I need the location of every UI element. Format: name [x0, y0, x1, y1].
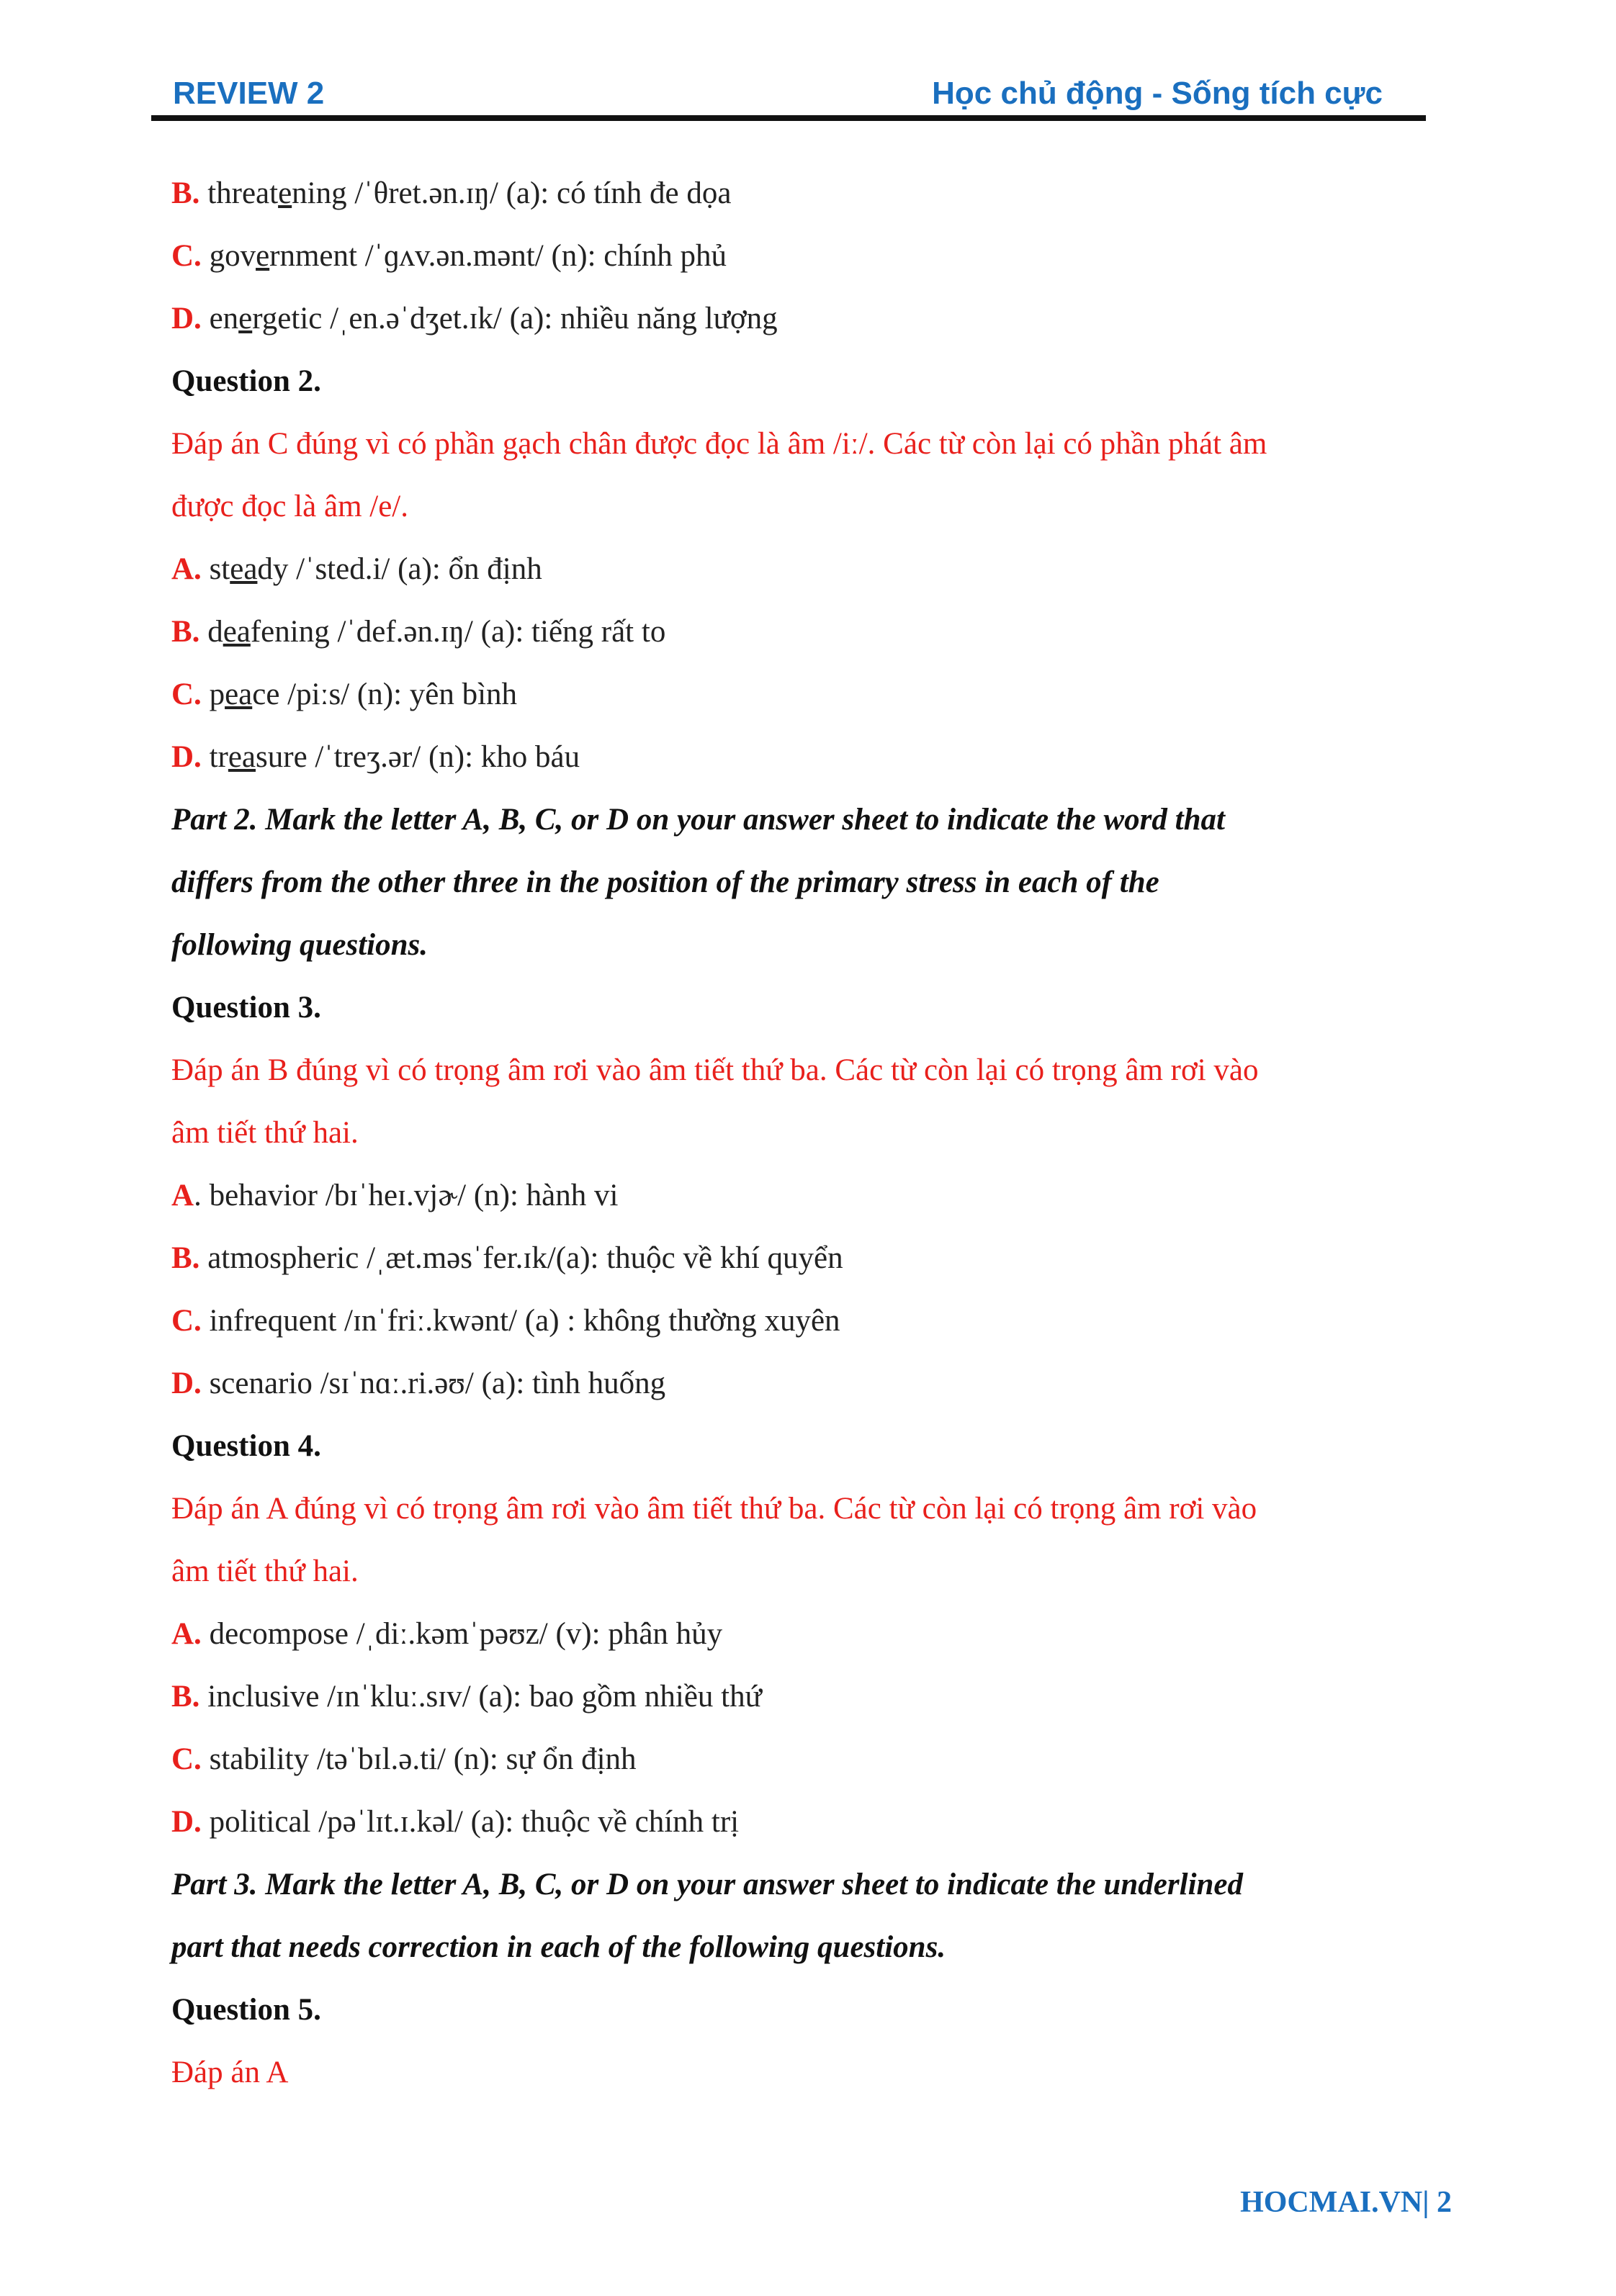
q2-option-c: C. peace /piːs/ (n): yên bình — [171, 677, 518, 711]
q1-option-d: D. energetic /ˌen.əˈdʒet.ɪk/ (a): nhiều năng lượng — [171, 302, 778, 336]
q3-explanation: Đáp án B đúng vì có trọng âm rơi vào âm tiết thứ ba. Các từ còn lại có trọng âm rơi vào — [171, 1053, 1259, 1087]
q3-explanation-cont: âm tiết thứ hai. — [171, 1116, 359, 1150]
q4-option-c: C. stability /təˈbɪl.ə.ti/ (n): sự ổn định — [171, 1742, 637, 1776]
question-5-title: Question 5. — [171, 1993, 321, 2027]
q4-option-d: D. political /pəˈlɪt.ɪ.kəl/ (a): thuộc về chính trị — [171, 1805, 740, 1839]
header-slogan: Học chủ động - Sống tích cực — [932, 76, 1383, 111]
review-title: REVIEW 2 — [173, 76, 325, 111]
part-3-instruction-cont: part that needs correction in each of the following questions. — [171, 1930, 946, 1964]
document-body — [171, 162, 1468, 2104]
q1-option-c: C. government /ˈɡʌv.ən.mənt/ (n): chính phủ — [171, 239, 727, 273]
page-header — [151, 71, 1426, 117]
q2-option-b: B. deafening /ˈdef.ən.ɪŋ/ (a): tiếng rất to — [171, 615, 666, 649]
q3-option-b: B. atmospheric /ˌæt.məsˈfer.ɪk/(a): thuộc về khí quyển — [171, 1241, 843, 1275]
part-2-instruction-end: following questions. — [171, 928, 428, 962]
q4-option-b: B. inclusive /ɪnˈkluː.sɪv/ (a): bao gồm nhiều thứ — [171, 1680, 762, 1714]
question-4-title: Question 4. — [171, 1429, 321, 1463]
part-3-instruction: Part 3. Mark the letter A, B, C, or D on your answer sheet to indicate the underlined — [171, 1868, 1244, 1901]
q4-explanation-cont: âm tiết thứ hai. — [171, 1554, 359, 1588]
q4-explanation: Đáp án A đúng vì có trọng âm rơi vào âm tiết thứ ba. Các từ còn lại có trọng âm rơi vào — [171, 1492, 1257, 1526]
part-2-instruction-cont: differs from the other three in the position of the primary stress in each of the — [171, 865, 1159, 899]
part-2-instruction: Part 2. Mark the letter A, B, C, or D on your answer sheet to indicate the word that — [171, 803, 1225, 837]
question-2-title: Question 2. — [171, 364, 321, 398]
q3-option-d: D. scenario /sɪˈnɑː.ri.əʊ/ (a): tình huống — [171, 1367, 666, 1400]
q3-option-c: C. infrequent /ɪnˈfriː.kwənt/ (a) : không thường xuyên — [171, 1304, 840, 1338]
q2-explanation: Đáp án C đúng vì có phần gạch chân được đọc là âm /iː/. Các từ còn lại có phần phát âm — [171, 427, 1267, 461]
q1-option-b: B. threatening /ˈθret.ən.ɪŋ/ (a): có tính đe dọa — [171, 176, 732, 210]
q3-option-a: A. behavior /bɪˈheɪ.vjɚ/ (n): hành vi — [171, 1179, 619, 1212]
question-3-title: Question 3. — [171, 991, 321, 1025]
q5-answer: Đáp án A — [171, 2056, 289, 2089]
page-footer: HOCMAI.VN| 2 — [1240, 2186, 1452, 2219]
q2-explanation-cont: được đọc là âm /e/. — [171, 490, 409, 523]
q2-option-a: A. steady /ˈsted.i/ (a): ổn định — [171, 552, 542, 586]
header-divider — [151, 115, 1426, 121]
q4-option-a: A. decompose /ˌdiː.kəmˈpəʊz/ (v): phân hủy — [171, 1617, 723, 1651]
q2-option-d: D. treasure /ˈtreʒ.ər/ (n): kho báu — [171, 740, 580, 774]
